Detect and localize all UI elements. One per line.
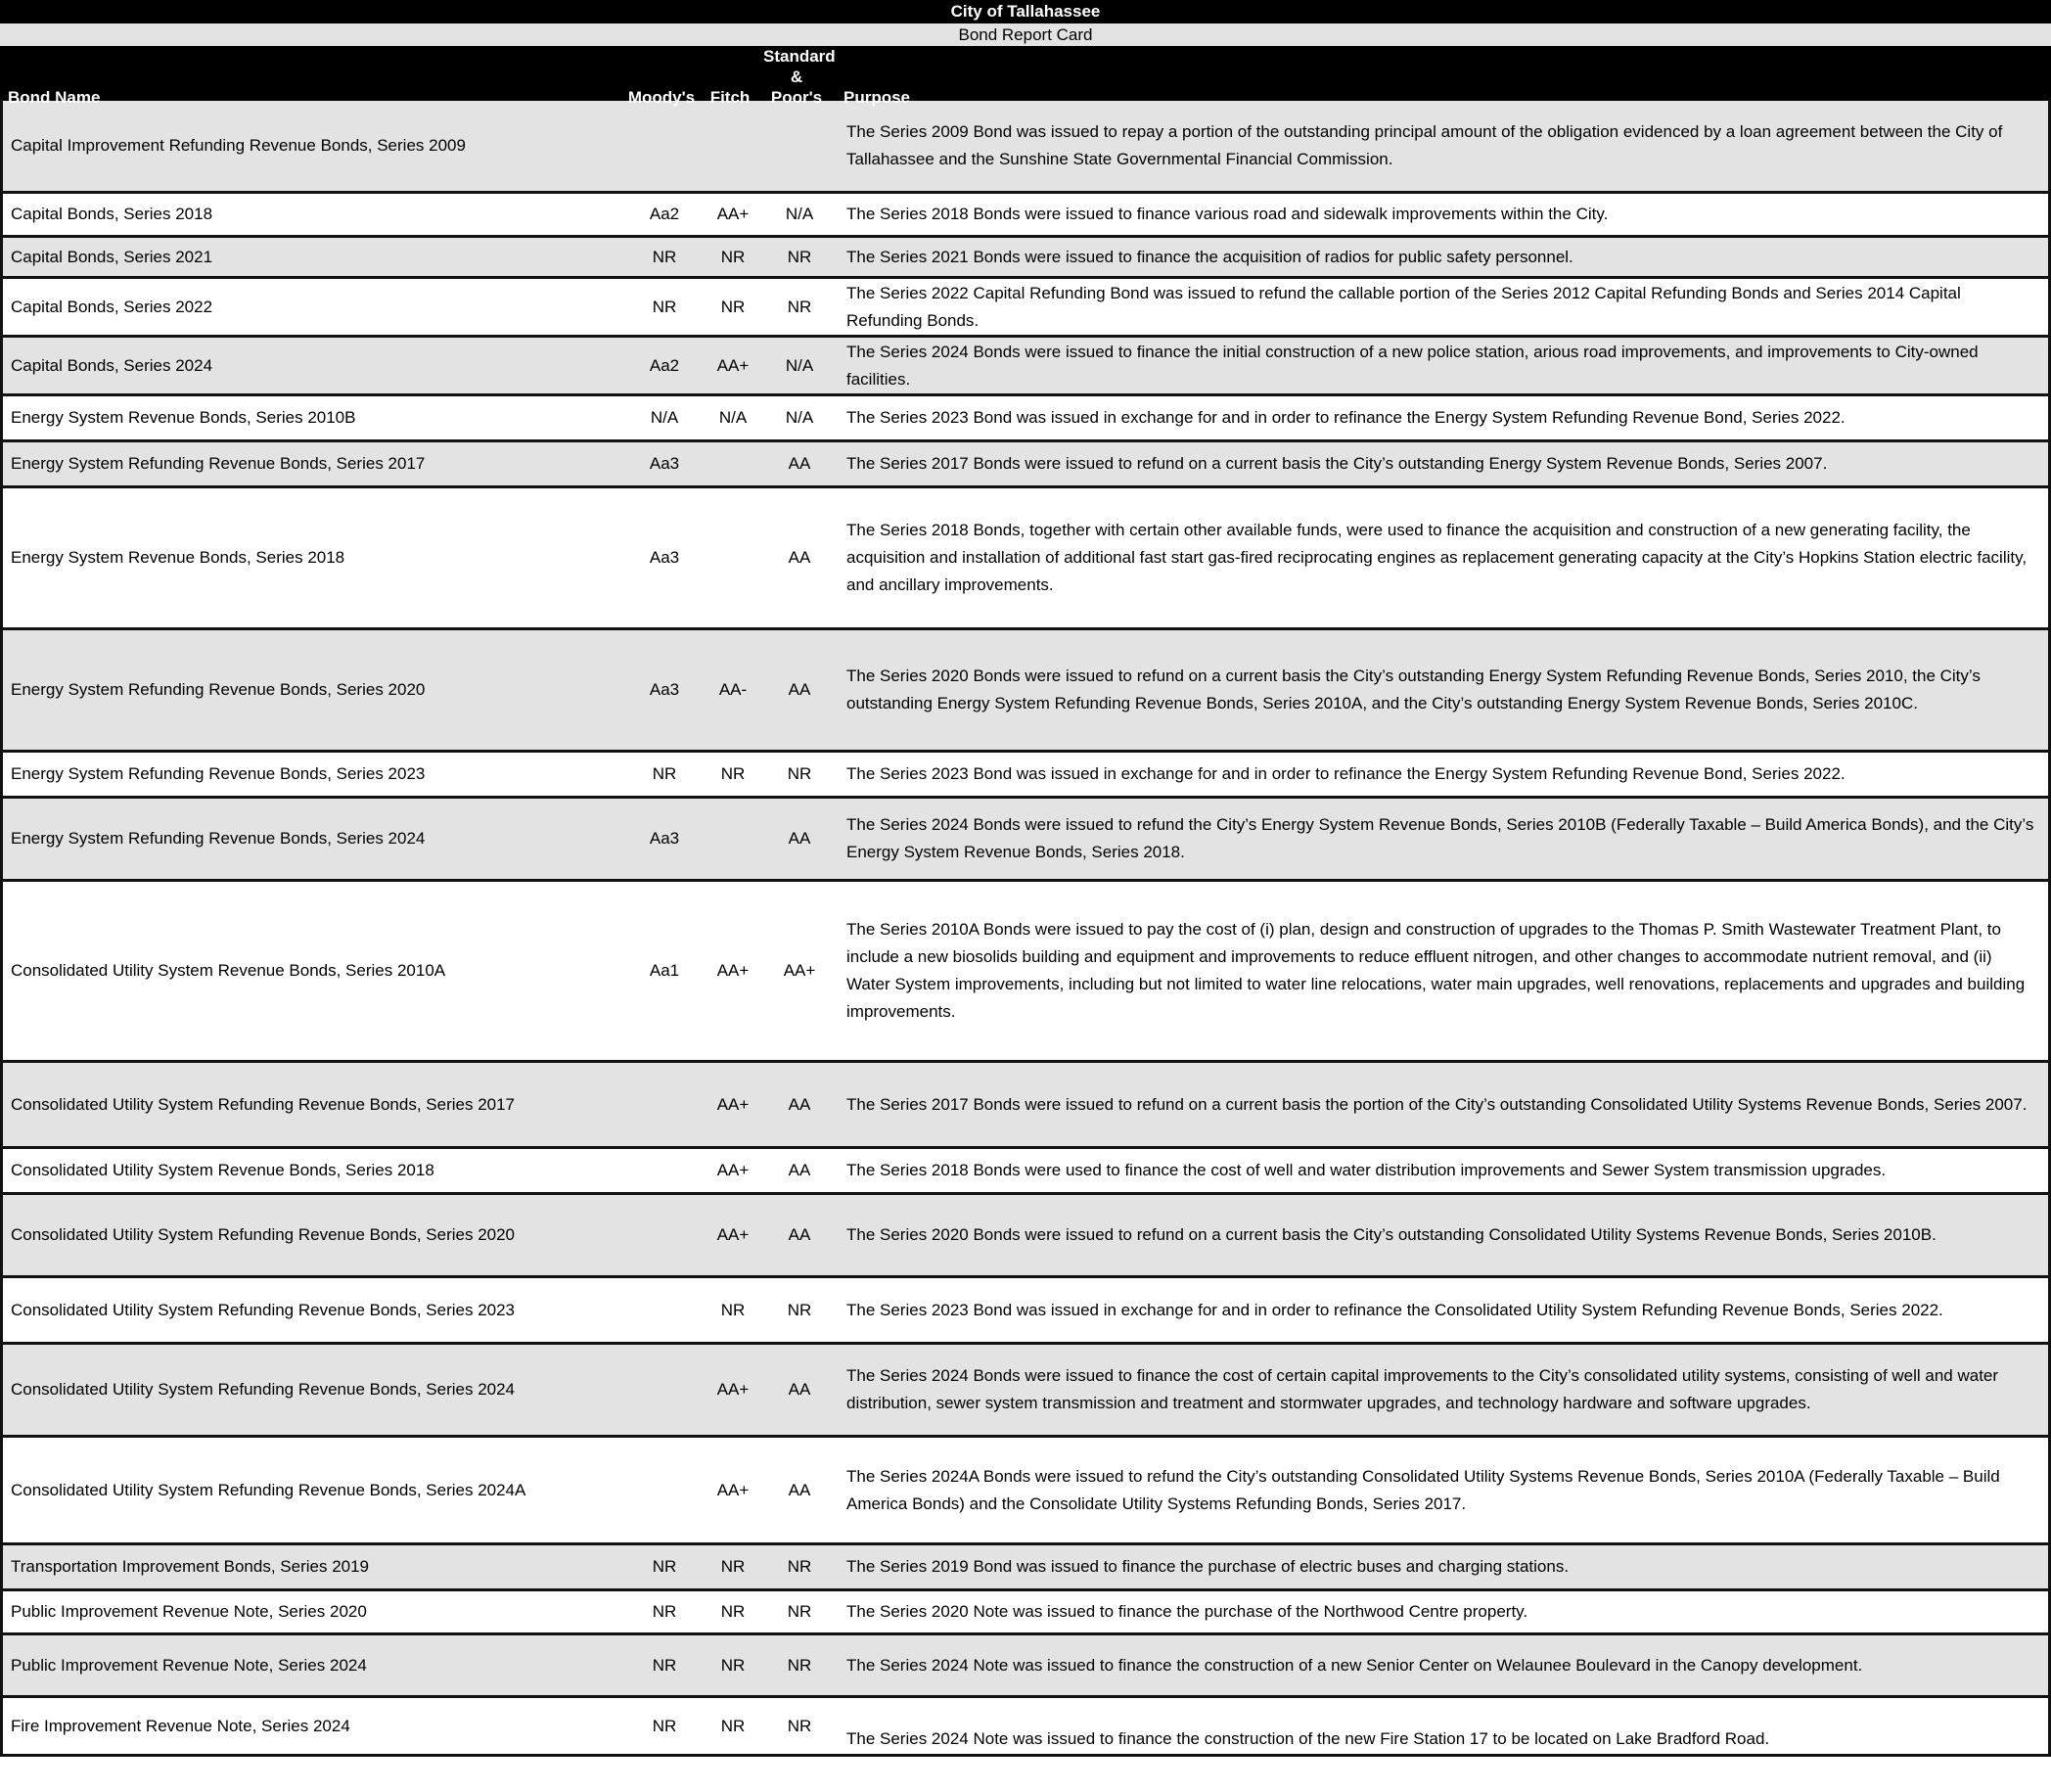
table-body xyxy=(0,101,2051,1757)
table-row xyxy=(3,1545,2048,1591)
purpose-cell: The Series 2024 Bonds were issued to refund the City’s Energy System Revenue Bonds, Series 2010B (Federally Taxable – Build America Bonds), and the City’s Energy System Revenue Bonds, Series 2018. xyxy=(846,815,2034,861)
fitch-rating-cell: AA+ xyxy=(716,961,750,980)
sp-rating-cell: NR xyxy=(787,1300,812,1319)
moodys-rating-cell: NR xyxy=(652,1716,677,1735)
bond-name-cell: Consolidated Utility System Refunding Revenue Bonds, Series 2024A xyxy=(11,1480,526,1499)
sp-rating-cell: NR xyxy=(787,1557,812,1576)
sp-rating-cell: N/A xyxy=(785,355,814,375)
sp-rating-cell: AA xyxy=(788,1480,811,1499)
fitch-rating-cell: AA- xyxy=(718,680,748,699)
bond-name-cell: Energy System Refunding Revenue Bonds, Series 2017 xyxy=(11,454,426,473)
sp-rating-cell: AA xyxy=(788,1161,811,1179)
sp-rating-cell: NR xyxy=(787,297,812,316)
page-title: City of Tallahassee xyxy=(950,2,1101,21)
sp-rating-cell: NR xyxy=(787,1716,812,1735)
moodys-rating-cell xyxy=(629,101,700,191)
moodys-rating-cell: Aa1 xyxy=(649,961,680,980)
moodys-rating-cell xyxy=(629,1195,700,1275)
table-row xyxy=(3,1591,2048,1635)
bond-name-cell: Capital Bonds, Series 2022 xyxy=(11,297,213,316)
subtitle-bar xyxy=(0,23,2051,46)
purpose-cell: The Series 2020 Bonds were issued to refund on a current basis the City’s outstanding Energy System Refunding Revenue Bonds, Series 2010, the City’s outstanding Energy System Refunding Revenue Bonds, Series 2010A, and the City’s outstanding Energy System Revenue Bonds, Series 2010C. xyxy=(846,666,1981,712)
column-header-purpose: Purpose xyxy=(843,88,911,107)
moodys-rating-cell xyxy=(629,1278,700,1342)
purpose-cell: The Series 2020 Bonds were issued to refund on a current basis the City’s outstanding Consolidated Utility Systems Revenue Bonds, Series 2010B. xyxy=(846,1225,1937,1244)
table-row xyxy=(3,488,2048,630)
table-row xyxy=(3,194,2048,238)
sp-rating-cell xyxy=(766,101,833,191)
page-subtitle: Bond Report Card xyxy=(958,24,1093,44)
bond-name-cell: Consolidated Utility System Revenue Bonds, Series 2010A xyxy=(11,961,446,980)
purpose-cell: The Series 2009 Bond was issued to repay a portion of the outstanding principal amount of the obligation evidenced by a loan agreement between the City of Tallahassee and the Sunshine State Governmental Financial Commission. xyxy=(846,122,2003,168)
fitch-rating-cell: NR xyxy=(720,1655,746,1675)
bond-name-cell: Capital Bonds, Series 2024 xyxy=(11,355,213,375)
sp-rating-cell: NR xyxy=(787,1655,812,1675)
bond-name-cell: Consolidated Utility System Refunding Revenue Bonds, Series 2017 xyxy=(11,1094,516,1114)
purpose-cell: The Series 2024 Note was issued to finance the construction of a new Senior Center on Welaunee Boulevard in the Canopy development. xyxy=(846,1655,1863,1675)
sp-rating-cell: NR xyxy=(787,1602,812,1621)
fitch-rating-cell: NR xyxy=(720,247,746,266)
table-row xyxy=(3,1438,2048,1545)
sp-rating-cell: N/A xyxy=(785,408,814,427)
fitch-rating-cell: AA+ xyxy=(716,1094,750,1114)
sp-rating-cell: AA xyxy=(788,454,811,473)
table-header xyxy=(0,46,2051,107)
sp-rating-cell: AA xyxy=(788,1380,811,1399)
fitch-rating-cell: NR xyxy=(720,1716,746,1735)
fitch-rating-cell xyxy=(700,101,766,191)
bond-name-cell: Energy System Refunding Revenue Bonds, Series 2020 xyxy=(11,680,426,699)
purpose-cell: The Series 2018 Bonds were used to finance the cost of well and water distribution improvements and Sewer System transmission upgrades. xyxy=(846,1161,1887,1179)
fitch-rating-cell: NR xyxy=(720,297,746,316)
fitch-rating-cell: AA+ xyxy=(716,1225,750,1244)
moodys-rating-cell: Aa3 xyxy=(649,680,680,699)
purpose-cell: The Series 2021 Bonds were issued to finance the acquisition of radios for public safety personnel. xyxy=(846,247,1573,266)
table-row xyxy=(3,442,2048,488)
table-row xyxy=(3,1063,2048,1149)
purpose-cell: The Series 2023 Bond was issued in exchange for and in order to refinance the Consolidated Utility System Refunding Revenue Bonds, Series 2022. xyxy=(846,1300,1943,1319)
table-row xyxy=(3,1149,2048,1195)
table-row xyxy=(3,799,2048,882)
sp-rating-cell: AA xyxy=(788,680,811,699)
title-bar xyxy=(0,0,2051,23)
table-row xyxy=(3,1278,2048,1345)
fitch-rating-cell: NR xyxy=(720,764,746,783)
table-row xyxy=(3,753,2048,799)
table-row xyxy=(3,279,2048,338)
fitch-rating-cell: AA+ xyxy=(716,1480,750,1499)
moodys-rating-cell xyxy=(629,1345,700,1435)
purpose-cell: The Series 2024 Bonds were issued to finance the initial construction of a new police station, arious road improvements, and improvements to City-owned facilities. xyxy=(846,342,1979,389)
table-row xyxy=(3,396,2048,442)
column-header-fitch: Fitch xyxy=(709,88,751,107)
bond-name-cell: Consolidated Utility System Revenue Bonds, Series 2018 xyxy=(11,1161,434,1179)
purpose-cell: The Series 2024A Bonds were issued to refund the City’s outstanding Consolidated Utility Systems Revenue Bonds, Series 2010A (Federally Taxable – Build America Bonds) and the Consolidate Utility Systems Refunding Bonds, Series 2017. xyxy=(846,1466,2000,1513)
fitch-rating-cell: AA+ xyxy=(716,1380,750,1399)
fitch-rating-cell xyxy=(700,799,766,879)
purpose-cell: The Series 2024 Bonds were issued to finance the cost of certain capital improvements to the City’s consolidated utility systems, consisting of well and water distribution, sewer system transmission and treatment and stormwater upgrades, and technology hardware and software upgrades. xyxy=(846,1366,1999,1412)
table-row xyxy=(3,1635,2048,1698)
purpose-cell: The Series 2010A Bonds were issued to pay the cost of (i) plan, design and construction of upgrades to the Thomas P. Smith Wastewater Treatment Plant, to include a new biosolids building and equipment and improvements to reduce effluent nitrogen, and other changes to accommodate nutrient removal, and (ii) Water System improvements, including but not limited to water line relocations, water main upgrades, well renovations, replacements and upgrades and building improvements. xyxy=(846,920,2026,1021)
moodys-rating-cell: NR xyxy=(652,1557,677,1576)
bond-name-cell: Energy System Refunding Revenue Bonds, Series 2023 xyxy=(11,764,426,783)
table-row xyxy=(3,338,2048,396)
column-header-bond-name: Bond Name xyxy=(8,88,101,107)
purpose-cell: The Series 2018 Bonds, together with certain other available funds, were used to finance the acquisition and construction of a new generating facility, the acquisition and installation of additional fast start gas-fired reciprocating engines as replacement generating capacity at the City’s Hopkins Station electric facility, and ancillary improvements. xyxy=(846,521,2028,594)
purpose-cell: The Series 2023 Bond was issued in exchange for and in order to refinance the Energy System Refunding Revenue Bond, Series 2022. xyxy=(846,764,1846,783)
moodys-rating-cell xyxy=(629,1063,700,1146)
purpose-cell: The Series 2017 Bonds were issued to refund on a current basis the portion of the City’s outstanding Consolidated Utility Systems Revenue Bonds, Series 2007. xyxy=(846,1094,2028,1114)
sp-rating-cell: NR xyxy=(787,764,812,783)
moodys-rating-cell: Aa2 xyxy=(649,205,680,223)
moodys-rating-cell: Aa2 xyxy=(649,355,680,375)
fitch-rating-cell: AA+ xyxy=(716,1161,750,1179)
fitch-rating-cell xyxy=(700,488,766,627)
bond-name-cell: Consolidated Utility System Refunding Revenue Bonds, Series 2024 xyxy=(11,1380,516,1399)
bond-name-cell: Fire Improvement Revenue Note, Series 2024 xyxy=(11,1716,350,1735)
moodys-rating-cell: N/A xyxy=(650,408,679,427)
purpose-cell: The Series 2019 Bond was issued to finance the purchase of electric buses and charging stations. xyxy=(846,1557,1570,1576)
table-row xyxy=(3,1345,2048,1438)
bond-name-cell: Public Improvement Revenue Note, Series 2020 xyxy=(11,1602,367,1621)
bond-name-cell: Transportation Improvement Bonds, Series 2019 xyxy=(11,1557,370,1576)
fitch-rating-cell: NR xyxy=(720,1557,746,1576)
moodys-rating-cell: NR xyxy=(652,247,677,266)
sp-rating-cell: AA+ xyxy=(783,961,816,980)
purpose-cell: The Series 2018 Bonds were issued to finance various road and sidewalk improvements within the City. xyxy=(846,205,1609,223)
sp-rating-cell: AA xyxy=(788,548,811,567)
moodys-rating-cell xyxy=(629,1149,700,1192)
sp-rating-cell: NR xyxy=(787,247,812,266)
moodys-rating-cell xyxy=(629,1438,700,1542)
sp-rating-cell: AA xyxy=(788,1225,811,1244)
moodys-rating-cell: Aa3 xyxy=(649,454,680,473)
moodys-rating-cell: NR xyxy=(652,1602,677,1621)
purpose-cell: The Series 2020 Note was issued to finance the purchase of the Northwood Centre property. xyxy=(846,1602,1528,1621)
fitch-rating-cell: NR xyxy=(720,1300,746,1319)
moodys-rating-cell: NR xyxy=(652,297,677,316)
moodys-rating-cell: NR xyxy=(652,1655,677,1675)
moodys-rating-cell: NR xyxy=(652,764,677,783)
purpose-cell: The Series 2022 Capital Refunding Bond was issued to refund the callable portion of the Series 2012 Capital Refunding Bonds and Series 2014 Capital Refunding Bonds. xyxy=(846,283,1961,330)
moodys-rating-cell: Aa3 xyxy=(649,548,680,567)
table-row xyxy=(3,101,2048,194)
table-row xyxy=(3,882,2048,1063)
bond-name-cell: Capital Improvement Refunding Revenue Bonds, Series 2009 xyxy=(11,136,466,155)
fitch-rating-cell: AA+ xyxy=(716,355,750,375)
table-row xyxy=(3,1195,2048,1278)
sp-rating-cell: N/A xyxy=(785,205,814,223)
purpose-cell: The Series 2017 Bonds were issued to refund on a current basis the City’s outstanding Energy System Revenue Bonds, Series 2007. xyxy=(846,454,1828,473)
bond-name-cell: Energy System Revenue Bonds, Series 2018 xyxy=(11,548,345,567)
bond-name-cell: Capital Bonds, Series 2021 xyxy=(11,247,213,266)
bond-name-cell: Energy System Refunding Revenue Bonds, Series 2024 xyxy=(11,829,426,848)
column-header-moodys: Moody's xyxy=(627,88,696,107)
bond-name-cell: Consolidated Utility System Refunding Revenue Bonds, Series 2023 xyxy=(11,1300,516,1319)
column-header-standard-poors: Standard & Poor's xyxy=(763,47,836,107)
table-row xyxy=(3,1698,2048,1757)
table-row xyxy=(3,238,2048,279)
moodys-rating-cell: Aa3 xyxy=(649,829,680,848)
purpose-cell: The Series 2023 Bond was issued in exchange for and in order to refinance the Energy System Refunding Revenue Bond, Series 2022. xyxy=(846,408,1846,427)
purpose-cell: The Series 2024 Note was issued to finance the construction of the new Fire Station 17 to be located on Lake Bradford Road. xyxy=(846,1729,1770,1748)
fitch-rating-cell: N/A xyxy=(718,408,748,427)
table-row xyxy=(3,630,2048,753)
fitch-rating-cell: NR xyxy=(720,1602,746,1621)
fitch-rating-cell: AA+ xyxy=(716,205,750,223)
sp-rating-cell: AA xyxy=(788,829,811,848)
bond-name-cell: Capital Bonds, Series 2018 xyxy=(11,205,213,223)
bond-name-cell: Consolidated Utility System Refunding Revenue Bonds, Series 2020 xyxy=(11,1225,516,1244)
bond-name-cell: Energy System Revenue Bonds, Series 2010B xyxy=(11,408,356,427)
sp-rating-cell: AA xyxy=(788,1094,811,1114)
bond-name-cell: Public Improvement Revenue Note, Series 2024 xyxy=(11,1655,367,1675)
fitch-rating-cell xyxy=(700,442,766,485)
